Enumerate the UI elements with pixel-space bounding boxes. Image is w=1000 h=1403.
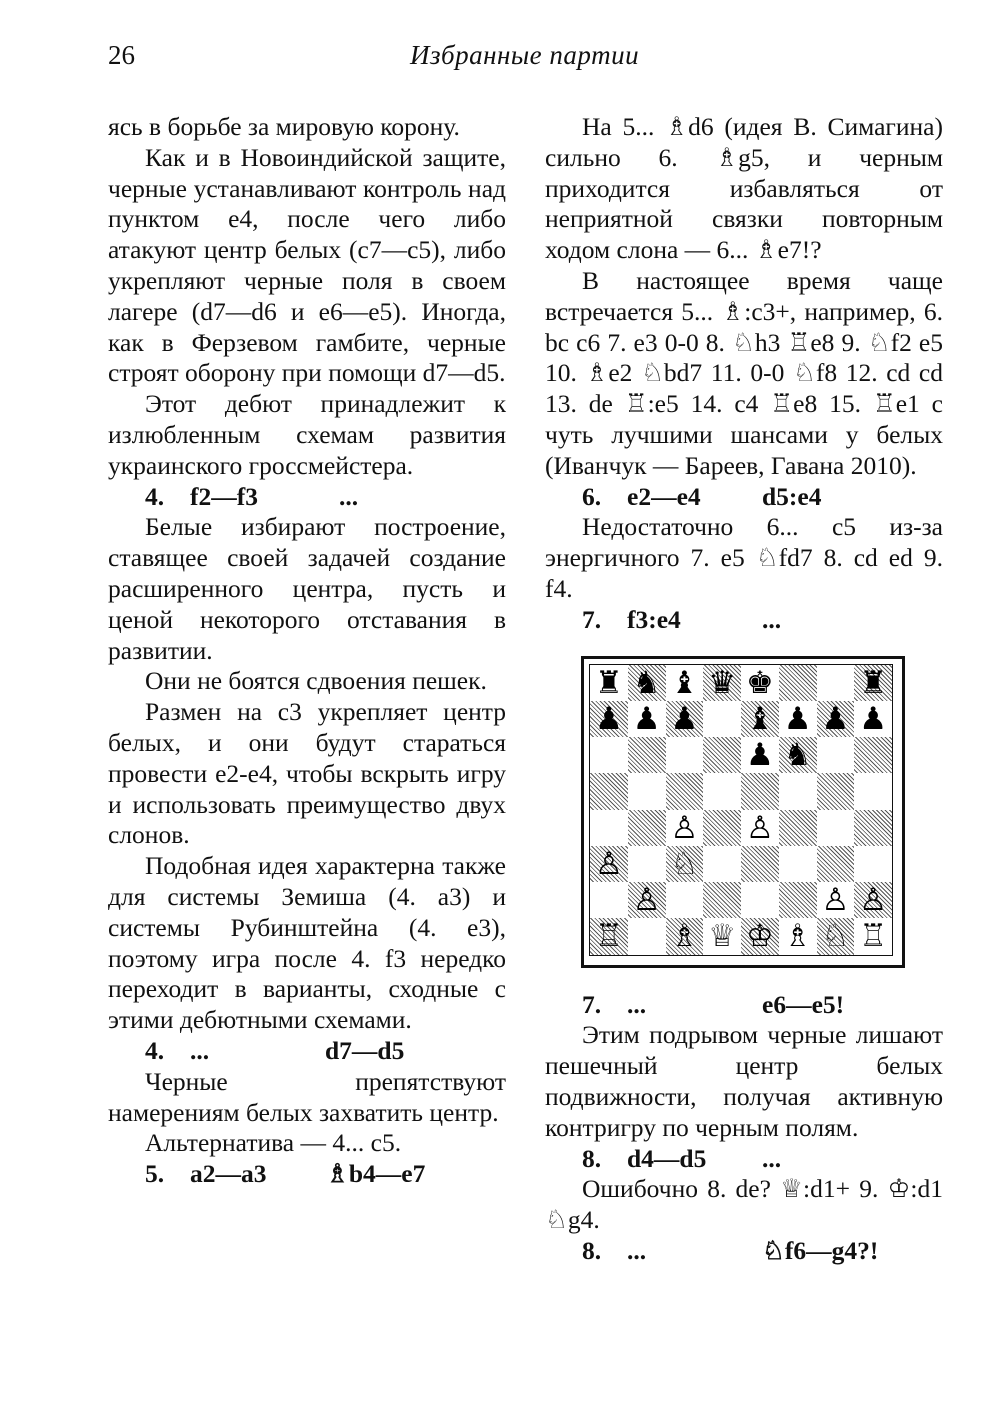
square-a6 — [590, 737, 628, 773]
paragraph: Ошибочно 8. de? ♕:d1+ 9. ♔:d1 ♘g4. — [545, 1174, 943, 1235]
square-b4 — [628, 810, 666, 846]
square-f5 — [779, 773, 817, 809]
paragraph: Черные препятствуют намерениям белых захватить центр. — [108, 1066, 506, 1127]
square-h3 — [854, 846, 892, 882]
chess-piece-icon: ♙ — [632, 882, 661, 919]
chess-piece-icon: ♚ — [745, 664, 774, 701]
chess-piece-icon: ♔ — [745, 918, 774, 955]
square-h4 — [854, 810, 892, 846]
chess-piece-icon: ♖ — [594, 918, 623, 955]
right-column — [545, 112, 943, 1267]
square-g6 — [817, 737, 855, 773]
chess-piece-icon: ♘ — [821, 918, 850, 955]
square-f8 — [779, 665, 817, 701]
move-number: 5. — [145, 1159, 165, 1189]
paragraph: Этим подрывом черные лишают пешечный центр белых подвижности, получая активную контригру по черным полям. — [545, 1020, 943, 1142]
white-move: d4—d5 — [627, 1143, 707, 1173]
chess-piece-icon: ♝ — [745, 700, 774, 737]
white-move: ... — [190, 1035, 210, 1065]
white-move: e2—e4 — [627, 481, 701, 511]
page-header — [0, 0, 1000, 90]
move-line — [545, 1236, 943, 1267]
square-a5 — [590, 773, 628, 809]
square-d6 — [703, 737, 741, 773]
move-line — [108, 1036, 506, 1067]
white-move: ... — [627, 989, 647, 1019]
move-number: 6. — [582, 481, 602, 511]
square-e3 — [741, 846, 779, 882]
chess-piece-icon: ♞ — [632, 664, 661, 701]
black-move: ... — [339, 481, 359, 511]
chess-diagram — [581, 656, 905, 966]
chess-piece-icon: ♟ — [821, 700, 850, 737]
move-number: 8. — [582, 1235, 602, 1265]
white-move: f3:e4 — [627, 604, 681, 634]
chess-piece-icon: ♜ — [859, 664, 888, 701]
move-line — [545, 605, 943, 636]
paragraph: Как и в Новоиндийской защите, черные устанавливают контроль над пунктом e4, после чего либо атакуют центр белых (c7—c5), либо укрепляют черные поля в своем лагере (d7—d6 и e6—e5). Иногда, как в Ферзевом гамбите, черные строят оборону при помощи d7—d5. — [108, 142, 506, 388]
running-title: Избранные партии — [410, 40, 640, 70]
move-number: 7. — [582, 989, 602, 1019]
left-column — [108, 112, 506, 1190]
paragraph: Этот дебют принадлежит к излюбленным схемам развития украинского гроссмейстера. — [108, 389, 506, 480]
black-move: ... — [762, 604, 782, 634]
white-move: a2—a3 — [190, 1159, 267, 1189]
square-g3 — [817, 846, 855, 882]
chess-piece-icon: ♟ — [745, 737, 774, 774]
chess-piece-icon: ♘ — [670, 845, 699, 882]
move-number: 4. — [145, 1035, 165, 1065]
chess-piece-icon: ♟ — [632, 700, 661, 737]
white-move: ... — [627, 1235, 647, 1265]
chess-piece-icon: ♗ — [670, 918, 699, 955]
square-d3 — [703, 846, 741, 882]
chess-piece-icon: ♕ — [708, 918, 737, 955]
paragraph: Белые избирают построение, ставящее своей задачей создание расширенного центра, пусть и ценой некоторого отставания в развитии. — [108, 512, 506, 665]
chess-piece-icon: ♙ — [670, 809, 699, 846]
square-f2 — [779, 882, 817, 918]
square-e2 — [741, 882, 779, 918]
paragraph: На 5... ♗d6 (идея В. Симагина) сильно 6. ♗g5, и черным приходится избавляться от неприятной связки повторным ходом слона — 6... ♗e7!? — [545, 112, 943, 265]
chess-piece-icon: ♙ — [859, 882, 888, 919]
paragraph: ясь в борьбе за мировую корону. — [108, 112, 460, 141]
move-line — [545, 990, 943, 1021]
square-c5 — [666, 773, 704, 809]
chess-board — [589, 664, 893, 956]
chess-piece-icon: ♝ — [670, 664, 699, 701]
move-number: 7. — [582, 604, 602, 634]
black-move: e6—e5! — [762, 989, 845, 1019]
square-b6 — [628, 737, 666, 773]
chess-piece-icon: ♛ — [708, 664, 737, 701]
square-d4 — [703, 810, 741, 846]
move-number: 8. — [582, 1143, 602, 1173]
black-move: ... — [762, 1143, 782, 1173]
paragraph: Они не боятся сдвоения пешек. — [145, 666, 487, 696]
move-line — [545, 1144, 943, 1175]
square-h5 — [854, 773, 892, 809]
square-d5 — [703, 773, 741, 809]
chess-piece-icon: ♟ — [670, 700, 699, 737]
chess-piece-icon: ♟ — [859, 700, 888, 737]
chess-piece-icon: ♙ — [594, 845, 623, 882]
paragraph: Подобная идея характерна также для системы Земиша (4. a3) и системы Рубинштейна (4. e3), поэтому игра после 4. f3 нередко переходит в варианты, сходные с этими дебютными схемами. — [108, 851, 506, 1035]
square-c2 — [666, 882, 704, 918]
square-a4 — [590, 810, 628, 846]
paragraph: В настоящее время чаще встречается 5... ♗:c3+, например, 6. bc c6 7. e3 0-0 8. ♘h3 ♖e8 9. ♘f2 e5 10. ♗e2 ♘bd7 11. 0-0 ♘f8 12. cd cd 13. de ♖:e5 14. c4 ♖e8 15. ♖e1 с чуть лучшими шансами у белых (Иванчук — Бареев, Гавана 2010). — [545, 265, 943, 480]
square-e5 — [741, 773, 779, 809]
chess-piece-icon: ♙ — [745, 809, 774, 846]
square-g8 — [817, 665, 855, 701]
paragraph: Недостаточно 6... c5 из-за энергичного 7. e5 ♘fd7 8. cd ed 9. f4. — [545, 512, 943, 603]
paragraph: Размен на c3 укрепляет центр белых, и они будут стараться провести e2-e4, чтобы вскрыть игру и использовать преимущество двух слонов. — [108, 697, 506, 850]
chess-piece-icon: ♗ — [783, 918, 812, 955]
move-line — [108, 482, 506, 513]
black-move: d5:e4 — [762, 481, 822, 511]
chess-piece-icon: ♞ — [783, 737, 812, 774]
chess-piece-icon: ♜ — [594, 664, 623, 701]
black-move: ♘f6—g4?! — [762, 1235, 879, 1265]
chess-piece-icon: ♟ — [783, 700, 812, 737]
square-c6 — [666, 737, 704, 773]
square-d2 — [703, 882, 741, 918]
square-b5 — [628, 773, 666, 809]
chess-piece-icon: ♙ — [821, 882, 850, 919]
white-move: f2—f3 — [190, 481, 258, 511]
square-h6 — [854, 737, 892, 773]
square-d7 — [703, 701, 741, 737]
paragraph: Альтернатива — 4... c5. — [145, 1128, 402, 1158]
move-line — [545, 482, 943, 513]
move-number: 4. — [145, 481, 165, 511]
square-b3 — [628, 846, 666, 882]
square-b1 — [628, 918, 666, 954]
square-f3 — [779, 846, 817, 882]
chess-piece-icon: ♖ — [859, 918, 888, 955]
black-move: ♗b4—e7 — [326, 1159, 426, 1189]
chess-piece-icon: ♟ — [594, 700, 623, 737]
move-line — [108, 1159, 506, 1190]
square-g5 — [817, 773, 855, 809]
square-a2 — [590, 882, 628, 918]
page-number: 26 — [108, 40, 135, 70]
black-move: d7—d5 — [325, 1035, 405, 1065]
square-g4 — [817, 810, 855, 846]
square-f4 — [779, 810, 817, 846]
